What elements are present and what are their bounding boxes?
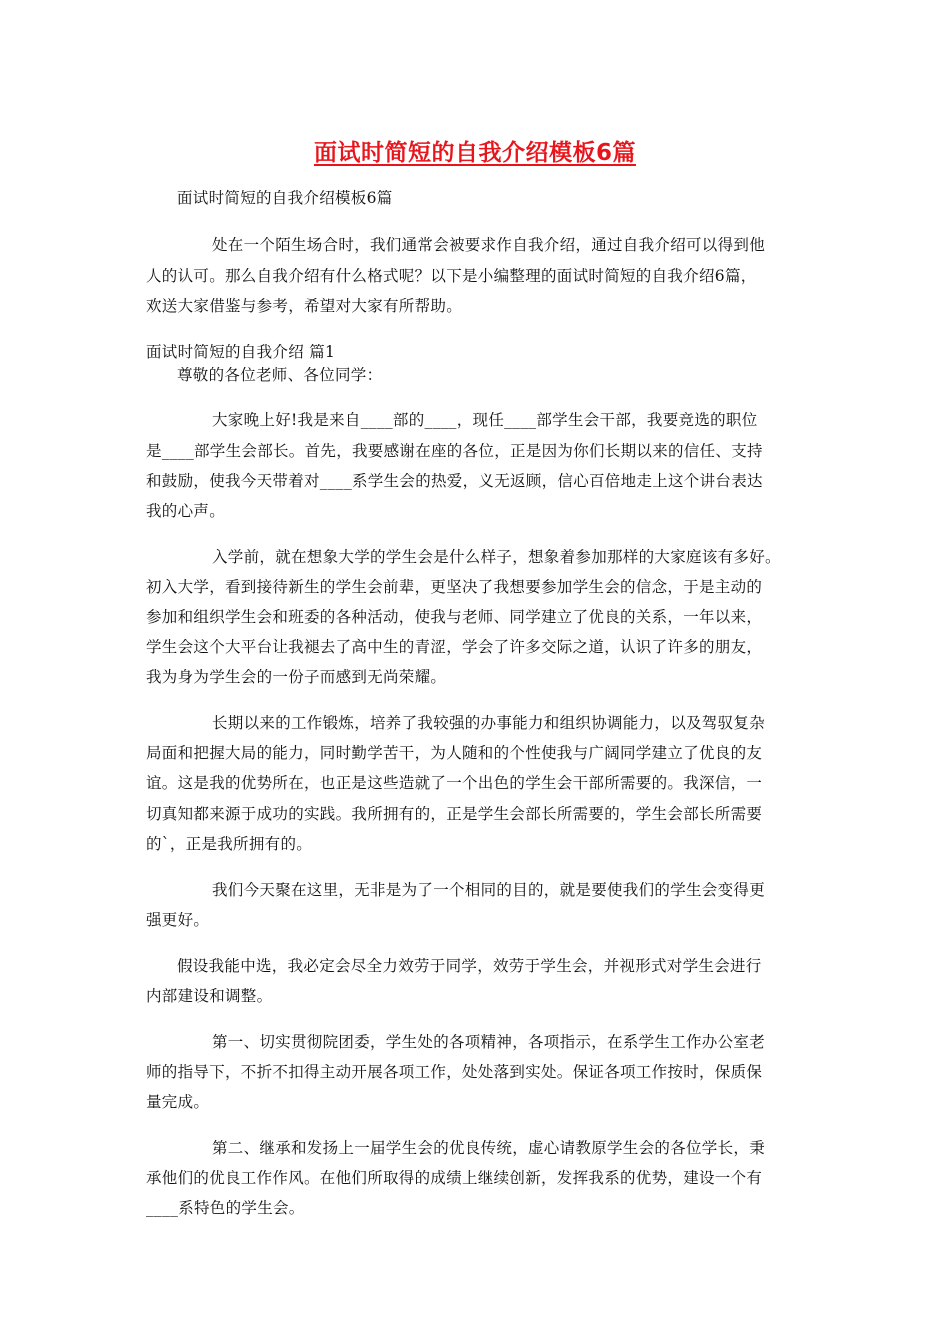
- p1-line-3: 和鼓励，使我今天带着对____系学生会的热爱，义无返顾，信心百倍地走上这个讲台表达: [146, 472, 763, 490]
- p6-line-3: 量完成。: [146, 1093, 210, 1111]
- p2-line-5: 我为身为学生会的一份子而感到无尚荣耀。: [146, 668, 447, 686]
- section-heading: 面试时简短的自我介绍 篇1: [146, 343, 336, 361]
- p5-line-1: 假设我能中选，我必定会尽全力效劳于同学，效劳于学生会，并视形式对学生会进行: [177, 957, 762, 975]
- p1-line-4: 我的心声。: [146, 502, 226, 520]
- p3-line-2: 局面和把握大局的能力，同时勤学苦干，为人随和的个性使我与广阔同学建立了优良的友: [146, 744, 763, 762]
- document-subtitle: 面试时简短的自我介绍模板6篇: [177, 189, 393, 207]
- document-title: 面试时简短的自我介绍模板6篇: [313, 140, 636, 166]
- p5-line-2: 内部建设和调整。: [146, 987, 273, 1005]
- p2-line-3: 参加和组织学生会和班委的各种活动，使我与老师、同学建立了优良的关系，一年以来，: [146, 608, 763, 626]
- p4-line-2: 强更好。: [146, 911, 210, 929]
- intro-line-1: 处在一个陌生场合时，我们通常会被要求作自我介绍，通过自我介绍可以得到他: [212, 236, 766, 254]
- p7-line-3: ____系特色的学生会。: [146, 1199, 305, 1217]
- p6-line-2: 师的指导下，不折不扣得主动开展各项工作，处处落到实处。保证各项工作按时，保质保: [146, 1063, 763, 1081]
- p3-line-5: 的`，正是我所拥有的。: [146, 835, 313, 853]
- p3-line-3: 谊。这是我的优势所在，也正是这些造就了一个出色的学生会干部所需要的。我深信，一: [146, 774, 763, 792]
- greeting-line: 尊敬的各位老师、各位同学：: [177, 366, 383, 384]
- p2-line-4: 学生会这个大平台让我褪去了高中生的青涩，学会了许多交际之道，认识了许多的朋友，: [146, 638, 763, 656]
- intro-line-3: 欢送大家借鉴与参考，希望对大家有所帮助。: [146, 297, 463, 315]
- p7-line-1: 第二、继承和发扬上一届学生会的优良传统，虚心请教原学生会的各位学长，秉: [212, 1139, 766, 1157]
- p6-line-1: 第一、切实贯彻院团委，学生处的各项精神，各项指示，在系学生工作办公室老: [212, 1033, 766, 1051]
- p3-line-4: 切真知都来源于成功的实践。我所拥有的，正是学生会部长所需要的，学生会部长所需要: [146, 805, 763, 823]
- p2-line-1: 入学前，就在想象大学的学生会是什么样子，想象着参加那样的大家庭该有多好。: [212, 548, 781, 566]
- p1-line-2: 是____部学生会部长。首先，我要感谢在座的各位，正是因为你们长期以来的信任、支持: [146, 442, 763, 460]
- p1-line-1: 大家晚上好!我是来自____部的____，现任____部学生会干部，我要竞选的职位: [212, 411, 758, 429]
- intro-line-2: 人的认可。那么自我介绍有什么格式呢？以下是小编整理的面试时简短的自我介绍6篇，: [146, 267, 757, 285]
- p7-line-2: 承他们的优良工作作风。在他们所取得的成绩上继续创新，发挥我系的优势，建设一个有: [146, 1169, 763, 1187]
- p3-line-1: 长期以来的工作锻炼，培养了我较强的办事能力和组织协调能力，以及驾驭复杂: [212, 714, 766, 732]
- p4-line-1: 我们今天聚在这里，无非是为了一个相同的目的，就是要使我们的学生会变得更: [212, 881, 766, 899]
- p2-line-2: 初入大学，看到接待新生的学生会前辈，更坚决了我想要参加学生会的信念，于是主动的: [146, 578, 763, 596]
